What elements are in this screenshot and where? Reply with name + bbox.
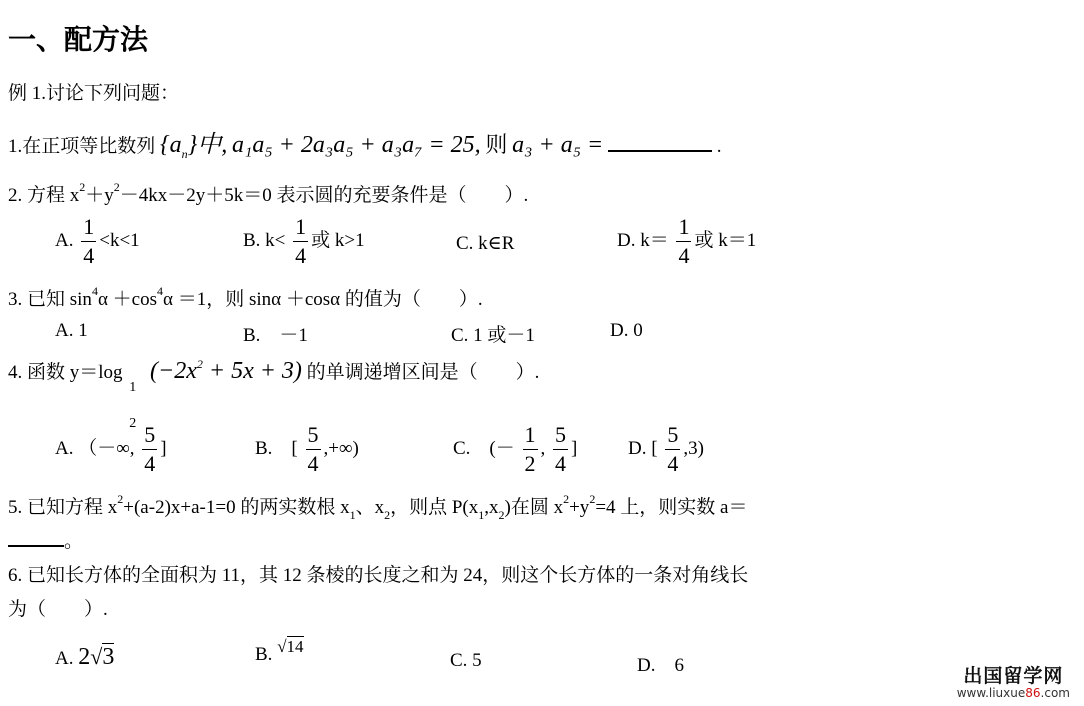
q6-option-c: C. 5 xyxy=(450,650,482,671)
q6-option-d: D. 6 xyxy=(637,655,684,676)
q4-option-a: A. （－∞, $\frac{5}{4}$ ] xyxy=(55,422,167,476)
q3-option-b: B. －1 xyxy=(243,325,308,346)
q1-expr: a₁a₅ + 2a₃a₅ + a₃a₇ = 25, xyxy=(231,132,481,158)
question-5-stem: 5. 已知方程 $x^2+(a-2)x+a-1=0$ 的两实数根 $x_1$、$x_2$，则点 $P(x_1,x_2)$在圆 $x^2+y^2=4$ 上，则实数 a＝ xyxy=(8,492,748,522)
q2-option-b: B. k< $\frac{1}{4}$ 或 k>1 xyxy=(243,214,365,268)
question-1 xyxy=(8,124,721,159)
example-heading: 例 1.讨论下列问题： xyxy=(8,83,180,104)
q1-target: a₃ + a₅ = xyxy=(512,132,604,158)
section-title: 一、配方法 xyxy=(8,23,149,56)
question-2-stem: 2. 方程 $x^2+y^2-4kx-2y+5k=0$ 表示圆的充要条件是（ ）. xyxy=(8,180,529,206)
q3-option-a: A. 1 xyxy=(55,320,88,341)
q4-option-c-fraction-2: $\frac{5}{4}$ xyxy=(555,422,567,476)
question-6-line-2: 为（ ）. xyxy=(8,599,108,620)
q6-option-b: B. √14 xyxy=(255,637,304,665)
q4-option-d-fraction: $\frac{5}{4}$ xyxy=(667,422,679,476)
q2-option-a-fraction: $\frac{1}{4}$ xyxy=(83,214,95,268)
watermark-url: www.liuxue86.com xyxy=(956,685,1070,700)
q4-option-b-fraction: $\frac{5}{4}$ xyxy=(307,422,319,476)
question-3-stem: 3. 已知 $\sin^4\alpha +\cos^4\alpha =1$，则 sinα ＋cosα 的值为（ ）. xyxy=(8,284,483,310)
question-6-line-1: 6. 已知长方体的全面积为 11，其 12 条棱的长度之和为 24，则这个长方体的一条对角线长 xyxy=(8,565,749,586)
q5-answer-blank xyxy=(8,545,64,547)
q3-option-d: D. 0 xyxy=(610,320,643,341)
q2-option-d-fraction: $\frac{1}{4}$ xyxy=(678,214,690,268)
q5-answer-line: 。 xyxy=(8,526,83,553)
q4-option-b: B. [ $\frac{5}{4}$ ,+∞) xyxy=(255,422,359,476)
q6-option-a-radical: 2√3 xyxy=(78,644,115,670)
q4-option-c: C. (－ $\frac{1}{2}$ , $\frac{5}{4}$ ] xyxy=(453,422,578,476)
q2-option-a: A. $\frac{1}{4}$ <k<1 xyxy=(55,214,140,268)
q4-argument: $(-2x^2 + 5x + 3)$ xyxy=(150,357,302,384)
q6-option-b-radical: √14 xyxy=(277,637,304,656)
q1-prefix: 1.在正项等比数列 xyxy=(8,136,156,157)
q1-seq: $\{a_n\}$中, xyxy=(160,132,228,161)
question-4-stem: 4. 函数 y＝log 1 2 $(-2x^2 + 5x + 3)$ 的单调递增区间是（ ）. xyxy=(8,357,540,431)
q2-option-d: D. k＝ $\frac{1}{4}$ 或 k＝1 xyxy=(617,214,757,268)
q4-option-d: D. [ $\frac{5}{4}$ ,3) xyxy=(628,422,704,476)
q4-option-a-fraction: $\frac{5}{4}$ xyxy=(144,422,156,476)
q3-option-c: C. 1 或－1 xyxy=(451,325,535,346)
q4-option-c-fraction-1: $\frac{1}{2}$ xyxy=(524,422,536,476)
q1-end: . xyxy=(716,136,722,157)
watermark-title: 出国留学网 xyxy=(963,664,1064,687)
q1-answer-blank xyxy=(608,150,712,152)
q2-option-b-fraction: $\frac{1}{4}$ xyxy=(295,214,307,268)
q6-option-a: A. 2√3 xyxy=(55,644,115,670)
q1-then: 则 xyxy=(485,132,508,157)
site-watermark xyxy=(957,666,1070,700)
q2-option-c: C. k∈R xyxy=(456,233,515,254)
